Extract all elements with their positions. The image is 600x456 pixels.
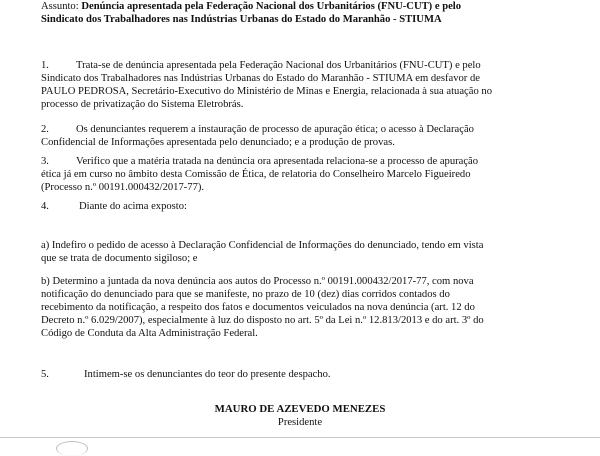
paragraph-2-line-1: Os denunciantes requerem a instauração de processo de apuração ética; o acesso à Declaração	[76, 124, 474, 135]
item-b-line-1: b) Determino a juntada da nova denúncia aos autos do Processo n.º 00191.000432/2017-77, com nova	[41, 276, 474, 287]
seal-stamp-icon	[56, 441, 88, 456]
paragraph-5-line-1: Intimem-se os denunciantes do teor do presente despacho.	[84, 369, 331, 380]
item-b-line-5: Código de Conduta da Alta Administração Federal.	[41, 328, 258, 339]
item-b-line-4: Decreto n.º 6.029/2007), especialmente à luz do disposto no art. 5º da Lei n.º 12.813/2013 e do art. 3º do	[41, 315, 484, 326]
signatory-name: MAURO DE AZEVEDO MENEZES	[214, 403, 386, 415]
paragraph-1-number: 1.	[41, 60, 49, 71]
paragraph-1-line-3: PAULO PEDROSA, Secretário-Executivo do Ministério de Minas e Energia, relacionada à sua atuação no	[41, 86, 492, 97]
paragraph-5	[41, 368, 331, 381]
paragraph-4	[41, 200, 187, 213]
subject-label: Assunto:	[41, 1, 79, 12]
subject-line-2: Sindicato dos Trabalhadores nas Indústrias Urbanas do Estado do Maranhão - STIUMA	[41, 14, 442, 25]
item-a-line-1: a) Indefiro o pedido de acesso à Declaração Confidencial de Informações do denunciado, tendo em vista	[41, 240, 484, 251]
item-a-line-2: que se trata de documento sigiloso; e	[41, 253, 198, 264]
paragraph-2-number: 2.	[41, 124, 49, 135]
paragraph-3-line-1: Verifico que a matéria tratada na denúncia ora apresentada relaciona-se a processo de apuração	[76, 156, 479, 167]
signatory-role: Presidente	[277, 417, 323, 428]
paragraph-4-number: 4.	[41, 201, 49, 212]
paragraph-5-number: 5.	[41, 369, 49, 380]
paragraph-2	[41, 123, 474, 136]
item-b-line-3: recebimento da notificação, a respeito dos fatos e documentos veiculados na nova denúncia (art. 12 do	[41, 302, 475, 313]
paragraph-1-line-1: Trata-se de denúncia apresentada pela Federação Nacional dos Urbanitários (FNU-CUT) e pelo	[76, 60, 481, 71]
item-b-line-2: notificação do denunciado para que se manifeste, no prazo de 10 (dez) dias corridos contados do	[41, 289, 450, 300]
subject-line-1	[41, 0, 461, 13]
footer-divider	[0, 437, 600, 438]
paragraph-3-number: 3.	[41, 156, 49, 167]
paragraph-1	[41, 59, 481, 72]
paragraph-1-line-2: Sindicato dos Trabalhadores nas Indústrias Urbanas do Estado do Maranhão - STIUMA em desfavor de	[41, 73, 480, 84]
paragraph-2-line-2: Confidencial de Informações apresentada pelo denunciado; e a produção de provas.	[41, 137, 395, 148]
paragraph-1-line-4: processo de privatização do Sistema Eletrobrás.	[41, 99, 244, 110]
paragraph-3-line-3: (Processo n.º 00191.000432/2017-77).	[41, 182, 205, 193]
subject-text-1: Denúncia apresentada pela Federação Nacional dos Urbanitários (FNU-CUT) e pelo	[81, 1, 462, 12]
paragraph-3	[41, 155, 478, 168]
paragraph-3-line-2: ética já em curso no âmbito desta Comissão de Ética, de relatoria do Conselheiro Marcelo Figueiredo	[41, 169, 471, 180]
paragraph-4-line-1: Diante do acima exposto:	[79, 201, 187, 212]
